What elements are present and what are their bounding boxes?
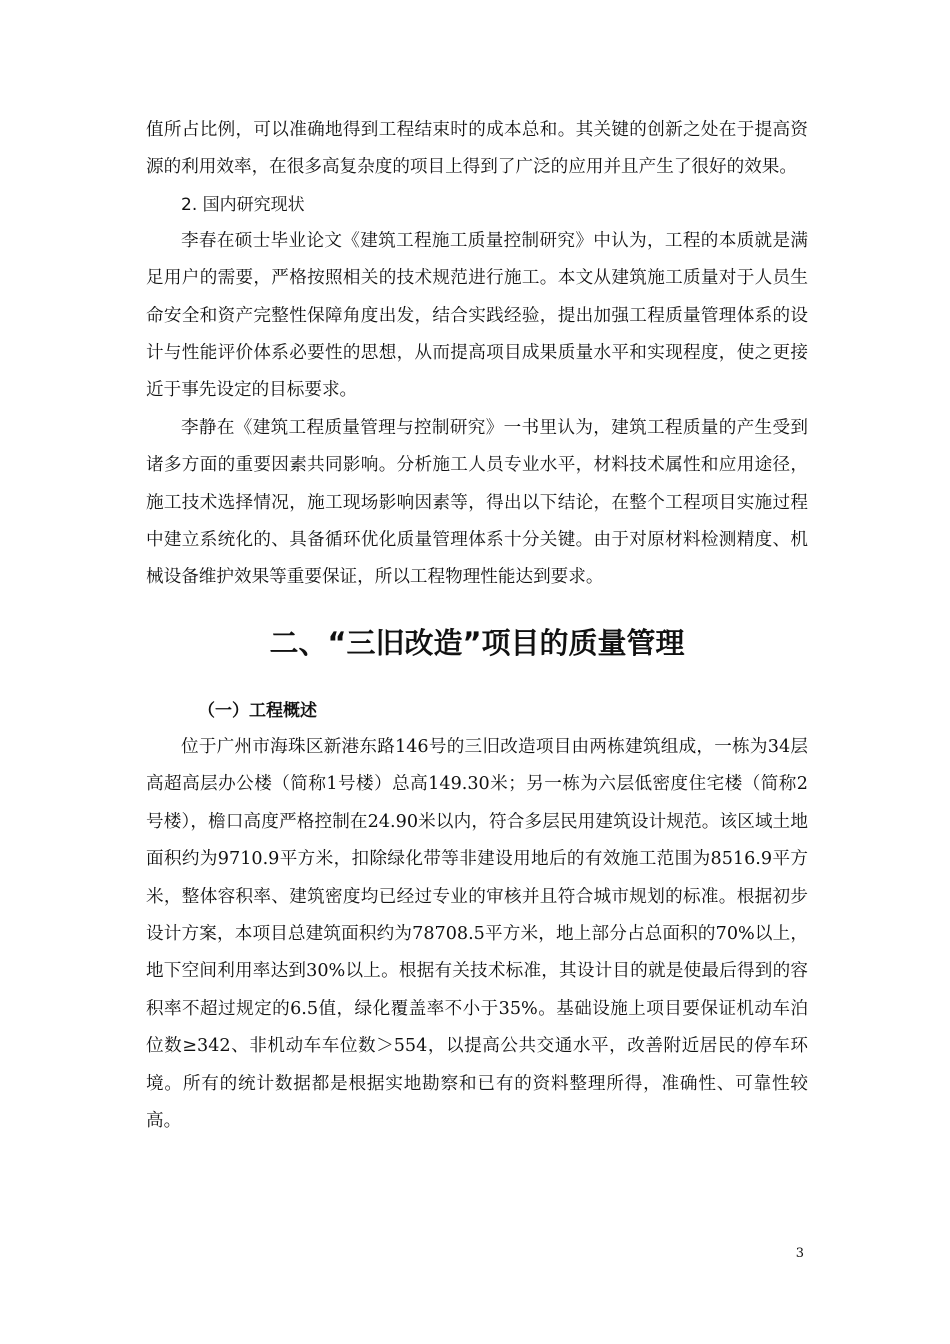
section-title: 二、“三旧改造”项目的质量管理 — [269, 625, 685, 660]
page-body — [146, 112, 808, 1140]
project-overview-paragraph: 位于广州市海珠区新港东路146号的三旧改造项目由两栋建筑组成，一栋为34层高超高层办公楼（简称1号楼）总高149.30米；另一栋为六层低密度住宅楼（简称2号楼），檐口高度严格控制在24.90米以内，符合多层民用建筑设计规范。该区域土地面积约为9710.9平方米，扣除绿化带等非建设用地后的有效施工范围为8516.9平方米，整体容积率、建筑密度均已经过专业的审核并且符合城市规划的标准。根据初步设计方案，本项目总建筑面积约为78708.5平方米，地上部分占总面积的70%以上，地下空间利用率达到30%以上。根据有关技术标准，其设计目的就是使最后得到的容积率不超过规定的6.5值，绿化覆盖率不小于35%。基础设施上项目要保证机动车泊位数≥342、非机动车车位数＞554，以提高公共交通水平，改善附近居民的停车环境。所有的统计数据都是根据实地勘察和已有的资料整理所得，准确性、可靠性较高。 — [146, 736, 808, 1131]
domestic-research-heading: 2. 国内研究现状 — [181, 194, 305, 215]
page-number: 3 — [795, 1246, 804, 1261]
continuation-paragraph: 值所占比例，可以准确地得到工程结束时的成本总和。其关键的创新之处在于提高资源的利用效率，在很多高复杂度的项目上得到了广泛的应用并且产生了很好的效果。 — [146, 120, 808, 178]
li-jing-paragraph: 李静在《建筑工程质量管理与控制研究》一书里认为，建筑工程质量的产生受到诸多方面的重要因素共同影响。分析施工人员专业水平，材料技术属性和应用途径，施工技术选择情况，施工现场影响因素等，得出以下结论，在整个工程项目实施过程中建立系统化的、具备循环优化质量管理体系十分关键。由于对原材料检测精度、机械设备维护效果等重要保证，所以工程物理性能达到要求。 — [146, 417, 808, 588]
subsection-title: （一）工程概述 — [198, 700, 317, 721]
li-chun-paragraph: 李春在硕士毕业论文《建筑工程施工质量控制研究》中认为，工程的本质就是满足用户的需要，严格按照相关的技术规范进行施工。本文从建筑施工质量对于人员生命安全和资产完整性保障角度出发，结合实践经验，提出加强工程质量管理体系的设计与性能评价体系必要性的思想，从而提高项目成果质量水平和实现程度，使之更接近于事先设定的目标要求。 — [146, 230, 808, 401]
